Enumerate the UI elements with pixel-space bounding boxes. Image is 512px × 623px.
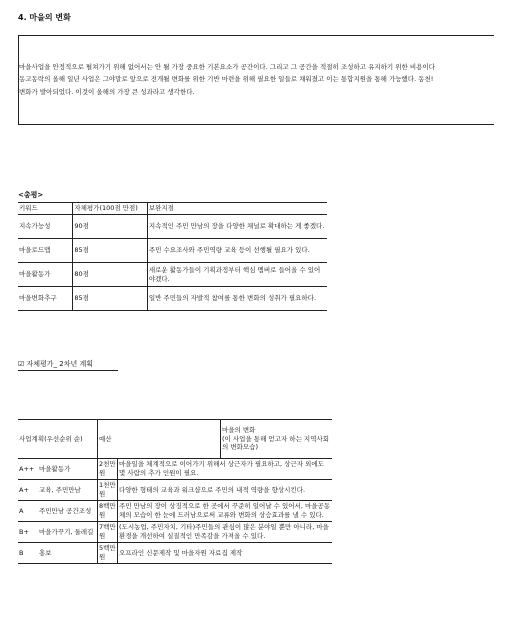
change-cell: 오프라인 신문제작 및 마을자원 자료집 제작 (118, 543, 333, 564)
header-keyword: 키워드 (18, 203, 73, 215)
grade-cell: A++ (18, 459, 38, 480)
review-heading: <총평> (18, 191, 44, 199)
table-row (18, 522, 332, 543)
review-table (18, 202, 327, 311)
summary-text (19, 61, 494, 98)
section-title: 4. 마을의 변화 (18, 13, 71, 22)
grade-cell: A+ (18, 480, 38, 501)
score-cell: 85점 (73, 239, 147, 263)
table-row (18, 239, 327, 263)
table-row (18, 459, 332, 480)
table-header-row (18, 420, 332, 459)
header-project: 사업계획(우선순위 순) (18, 420, 98, 459)
table-row (18, 215, 327, 239)
summary-line: 동고동락의 올해 일년 사업은 그야말로 앞으로 전개될 변화를 위한 기반 마련을 위해 필요한 일들로 채워졌고 이는 통합지원을 통해 가능했다. 동천! (19, 75, 434, 84)
table-row (18, 480, 332, 501)
summary-box (18, 35, 494, 125)
keyword-cell: 지속가능성 (18, 215, 73, 239)
grade-cell: A (18, 501, 38, 522)
project-cell: 교육, 주민만남 (38, 480, 98, 501)
change-cell: 마을일을 체계적으로 이어가기 위해서 상근자가 필요하고, 상근자 외에도 몇 사람의 추가 인원이 필요. (118, 459, 333, 480)
header-note: 보완지점 (147, 203, 327, 215)
summary-line: 변화가 발아되었다. 이것이 올해의 가장 큰 성과라고 생각한다. (19, 87, 195, 96)
keyword-cell: 마을변화추구 (18, 287, 73, 311)
header-change: 마을의 변화 (이 사업을 통해 얻고자 하는 지역사회의 변화모습) (221, 420, 333, 459)
score-cell: 90점 (73, 215, 147, 239)
change-cell: 주민 만남의 장이 상징적으로 한 곳에서 꾸준히 일어날 수 있어서, 마을공동체의 모습이 한 눈에 드러남으로써 교류와 변화의 상승효과를 낼 수 있다. (118, 501, 333, 522)
plan-table (18, 419, 332, 564)
budget-cell: 5백만원 (98, 543, 118, 564)
score-cell: 80점 (73, 263, 147, 287)
budget-cell: 7백만원 (98, 522, 118, 543)
table-row (18, 501, 332, 522)
keyword-cell: 마을활동가 (18, 263, 73, 287)
summary-line: 마을사업을 안정적으로 펼쳐가기 위해 없어서는 안 될 가장 중요한 기본요소가 공간이다. 그리고 그 공간을 적절히 조성하고 유지하기 위한 비용이다 (19, 63, 435, 71)
project-cell: 주민만남 공간조성 (38, 501, 98, 522)
header-budget: 예산 (98, 420, 221, 459)
table-row (18, 543, 332, 564)
score-cell: 85점 (73, 287, 147, 311)
table-row (18, 287, 327, 311)
project-cell: 홍보 (38, 543, 98, 564)
note-cell: 일반 주민들의 자발적 참여를 통한 변화의 성취가 필요하다. (147, 287, 327, 311)
budget-cell: 8백만원 (98, 501, 118, 522)
project-cell: 마을가꾸기, 둘레길 (38, 522, 98, 543)
note-cell: 지속적인 주민 만남의 장을 다양한 채널로 확대하는 게 좋겠다. (147, 215, 327, 239)
keyword-cell: 마을로드맵 (18, 239, 73, 263)
change-cell: (도시농업, 주민자치, 기타)주민들의 관심이 많은 분야일 뿐만 아니라, 마을 환경을 개선하여 실질적인 만족감을 가져올 수 있다. (118, 522, 333, 543)
change-cell: 다양한 형태의 교육과 워크샵으로 주민의 내적 역량을 향상시킨다. (118, 480, 333, 501)
note-cell: 주민 수요조사와 주민역량 교육 등이 선행될 필요가 있다. (147, 239, 327, 263)
table-header-row (18, 203, 327, 215)
year2-plan-heading: ☑ 자체평가_ 2차년 계획 (18, 360, 118, 371)
project-cell: 마을활동가 (38, 459, 98, 480)
grade-cell: B (18, 543, 38, 564)
budget-cell: 1천만원 (98, 480, 118, 501)
budget-cell: 2천만원 (98, 459, 118, 480)
grade-cell: B+ (18, 522, 38, 543)
table-row (18, 263, 327, 287)
header-score: 자체평가(100점 만점) (73, 203, 147, 215)
note-cell: 새로운 활동가들이 기획과정부터 핵심 멤버로 들어올 수 있어야겠다. (147, 263, 327, 287)
